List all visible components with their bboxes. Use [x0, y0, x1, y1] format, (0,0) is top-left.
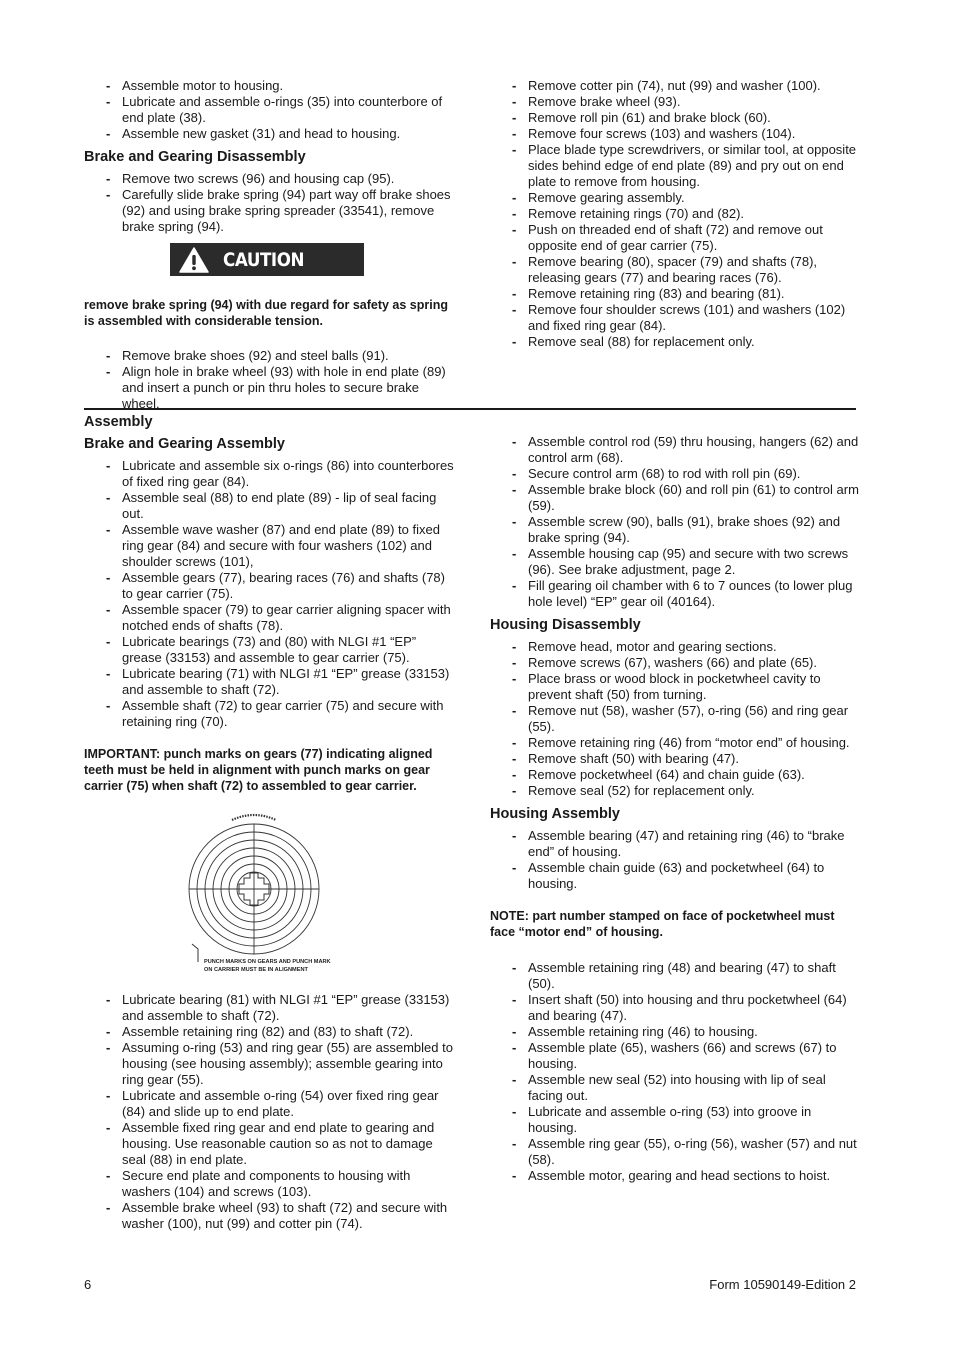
- list-item: - Assemble screw (90), balls (91), brake shoes (92) and brake spring (94).: [528, 514, 860, 546]
- list-item: - Assemble motor to housing.: [122, 78, 454, 94]
- list-item: - Remove brake shoes (92) and steel balls (91).: [122, 348, 454, 364]
- page-number: 6: [84, 1277, 92, 1292]
- list-item: - Assemble fixed ring gear and end plate to gearing and housing. Use reasonable caution so as not to damage seal (88) in end plate.: [122, 1120, 454, 1168]
- gear-carrier-drawing: [188, 812, 358, 962]
- housing-assembly-heading: Housing Assembly: [490, 806, 620, 822]
- list-item: - Assemble seal (88) to end plate (89) - lip of seal facing out.: [122, 490, 454, 522]
- disassembly-right-column: [490, 78, 860, 356]
- list-item: - Place brass or wood block in pocketwheel cavity to prevent shaft (50) from turning.: [528, 671, 860, 703]
- pocketwheel-note: NOTE: part number stamped on face of pocketwheel must face “motor end” of housing.: [490, 909, 835, 939]
- list-item: - Insert shaft (50) into housing and thru pocketwheel (64) and bearing (47).: [528, 992, 860, 1024]
- brake-assembly-list-3: [490, 434, 860, 610]
- list-item: - Assemble spacer (79) to gear carrier aligning spacer with notched ends of shafts (78).: [122, 602, 454, 634]
- figure-caption: PUNCH MARKS ON GEARS AND PUNCH MARK ON CARRIER MUST BE IN ALIGNMENT: [204, 959, 331, 973]
- list-item: - Lubricate and assemble o-ring (53) into groove in housing.: [528, 1104, 860, 1136]
- list-item: - Remove cotter pin (74), nut (99) and washer (100).: [528, 78, 860, 94]
- list-item: - Remove head, motor and gearing sections.: [528, 639, 860, 655]
- list-item: - Align hole in brake wheel (93) with hole in end plate (89) and insert a punch or pin thru holes to secure brake wheel.: [122, 364, 454, 412]
- list-item: - Remove nut (58), washer (57), o-ring (56) and ring gear (55).: [528, 703, 860, 735]
- list-item: - Carefully slide brake spring (94) part way off brake shoes (92) and using brake spring spreader (33541), remove brake spring (94).: [122, 187, 454, 235]
- form-number: Form 10590149-Edition 2: [709, 1277, 856, 1292]
- assembly-heading: Assembly: [84, 414, 153, 430]
- list-item: - Remove four screws (103) and washers (104).: [528, 126, 860, 142]
- list-item: - Assemble housing cap (95) and secure with two screws (96). See brake adjustment, page 2.: [528, 546, 860, 578]
- assembly-left-column: [84, 413, 454, 1238]
- list-item: - Remove screws (67), washers (66) and plate (65).: [528, 655, 860, 671]
- list-item: - Remove bearing (80), spacer (79) and shafts (78), releasing gears (77) and bearing races (76).: [528, 254, 860, 286]
- housing-assembly-list-2: [490, 960, 860, 1184]
- brake-gearing-disassembly-heading: Brake and Gearing Disassembly: [84, 149, 306, 165]
- list-item: - Secure end plate and components to housing with washers (104) and screws (103).: [122, 1168, 454, 1200]
- list-item: - Remove retaining ring (46) from “motor end” of housing.: [528, 735, 860, 751]
- list-item: - Assemble retaining ring (46) to housing.: [528, 1024, 860, 1040]
- list-item: - Remove seal (52) for replacement only.: [528, 783, 860, 799]
- list-item: - Assemble retaining ring (48) and bearing (47) to shaft (50).: [528, 960, 860, 992]
- list-item: - Assemble brake block (60) and roll pin (61) to control arm (59).: [528, 482, 860, 514]
- list-item: - Assemble gears (77), bearing races (76) and shafts (78) to gear carrier (75).: [122, 570, 454, 602]
- list-item: - Fill gearing oil chamber with 6 to 7 ounces (to lower plug hole level) “EP” gear oil (40164).: [528, 578, 860, 610]
- list-item: - Secure control arm (68) to rod with roll pin (69).: [528, 466, 860, 482]
- list-item: - Push on threaded end of shaft (72) and remove out opposite end of gear carrier (75).: [528, 222, 860, 254]
- list-item: - Assemble new seal (52) into housing with lip of seal facing out.: [528, 1072, 860, 1104]
- list-item: - Assemble brake wheel (93) to shaft (72) and secure with washer (100), nut (99) and cotter pin (74).: [122, 1200, 454, 1232]
- disassembly-left-column: [84, 78, 454, 418]
- list-item: - Remove seal (88) for replacement only.: [528, 334, 860, 350]
- gearing-disassembly-list: [490, 78, 860, 350]
- list-item: - Lubricate and assemble o-rings (35) into counterbore of end plate (38).: [122, 94, 454, 126]
- list-item: - Assemble plate (65), washers (66) and screws (67) to housing.: [528, 1040, 860, 1072]
- housing-assembly-list-1: [490, 828, 860, 892]
- list-item: - Remove gearing assembly.: [528, 190, 860, 206]
- list-item: - Assemble new gasket (31) and head to housing.: [122, 126, 454, 142]
- list-item: - Remove two screws (96) and housing cap (95).: [122, 171, 454, 187]
- list-item: - Lubricate bearing (71) with NLGI #1 “EP” grease (33153) and assemble to shaft (72).: [122, 666, 454, 698]
- list-item: - Place blade type screwdrivers, or similar tool, at opposite sides behind edge of end plate (89) and pry out on end plate to remove from housing.: [528, 142, 860, 190]
- gear-alignment-figure: [188, 812, 358, 982]
- brake-disassembly-list-2: [84, 348, 454, 412]
- list-item: - Remove four shoulder screws (101) and washers (102) and fixed ring gear (84).: [528, 302, 860, 334]
- brake-assembly-list-2: [84, 992, 454, 1232]
- list-item: - Lubricate bearing (81) with NLGI #1 “EP” grease (33153) and assemble to shaft (72).: [122, 992, 454, 1024]
- list-item: - Remove retaining ring (83) and bearing (81).: [528, 286, 860, 302]
- caution-text: remove brake spring (94) with due regard for safety as spring is assembled with considerable tension.: [84, 298, 448, 328]
- housing-disassembly-heading: Housing Disassembly: [490, 617, 641, 633]
- brake-assembly-list-1: [84, 458, 454, 730]
- list-item: - Lubricate and assemble o-ring (54) over fixed ring gear (84) and slide up to end plate.: [122, 1088, 454, 1120]
- list-item: - Assemble control rod (59) thru housing, hangers (62) and control arm (68).: [528, 434, 860, 466]
- list-item: - Assemble chain guide (63) and pocketwheel (64) to housing.: [528, 860, 860, 892]
- list-item: - Remove roll pin (61) and brake block (60).: [528, 110, 860, 126]
- caution-banner: [170, 243, 364, 276]
- list-item: - Assemble ring gear (55), o-ring (56), washer (57) and nut (58).: [528, 1136, 860, 1168]
- list-item: - Remove pocketwheel (64) and chain guide (63).: [528, 767, 860, 783]
- list-item: - Assuming o-ring (53) and ring gear (55) are assembled to housing (see housing assembly); assemble gearing into ring gear (55).: [122, 1040, 454, 1088]
- brake-disassembly-list-1: [84, 171, 454, 235]
- assembly-right-column: [490, 434, 860, 1190]
- list-item: - Assemble retaining ring (82) and (83) to shaft (72).: [122, 1024, 454, 1040]
- list-item: - Remove retaining rings (70) and (82).: [528, 206, 860, 222]
- motor-assembly-list: [84, 78, 454, 142]
- brake-gearing-assembly-heading: Brake and Gearing Assembly: [84, 436, 285, 452]
- list-item: - Lubricate and assemble six o-rings (86) into counterbores of fixed ring gear (84).: [122, 458, 454, 490]
- list-item: - Assemble wave washer (87) and end plate (89) to fixed ring gear (84) and secure with four washers (102) and shoulder screws (101),: [122, 522, 454, 570]
- list-item: - Remove brake wheel (93).: [528, 94, 860, 110]
- warning-triangle-icon: [179, 247, 209, 273]
- list-item: - Assemble bearing (47) and retaining ring (46) to “brake end” of housing.: [528, 828, 860, 860]
- housing-disassembly-list: [490, 639, 860, 799]
- list-item: - Assemble shaft (72) to gear carrier (75) and secure with retaining ring (70).: [122, 698, 454, 730]
- list-item: - Remove shaft (50) with bearing (47).: [528, 751, 860, 767]
- section-divider: [84, 408, 856, 410]
- list-item: - Lubricate bearings (73) and (80) with NLGI #1 “EP” grease (33153) and assemble to gear carrier (75).: [122, 634, 454, 666]
- caution-label: CAUTION: [223, 248, 305, 271]
- important-note: IMPORTANT: punch marks on gears (77) indicating aligned teeth must be held in alignment with punch marks on gear carrier (75) when shaft (72) to assembled to gear carrier.: [84, 747, 433, 793]
- list-item: - Assemble motor, gearing and head sections to hoist.: [528, 1168, 860, 1184]
